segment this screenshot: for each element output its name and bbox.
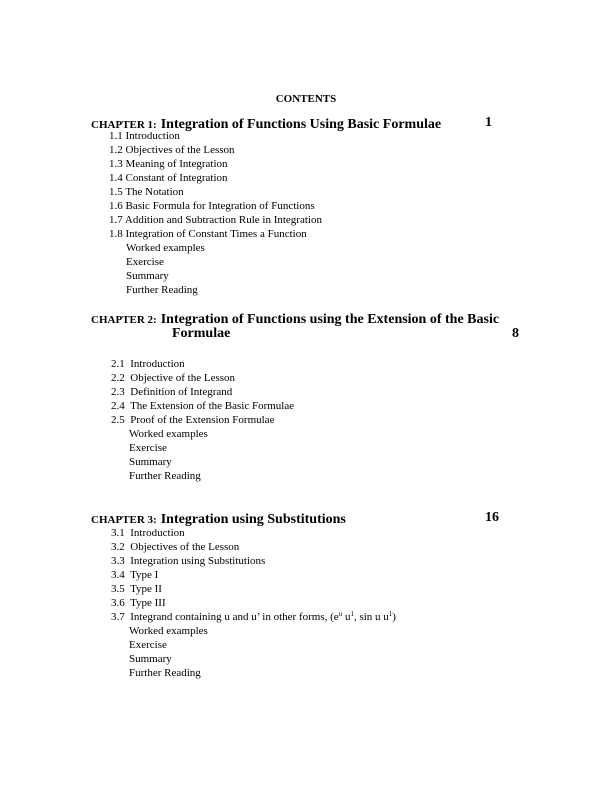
chapter-1-label: CHAPTER 1:: [91, 119, 157, 131]
chapter-2-title-line-1: Integration of Functions using the Extension of the Basic: [160, 312, 500, 327]
chapter-2-page-number: 8: [512, 326, 519, 341]
list-item: 1.6 Basic Formula for Integration of Functions: [109, 200, 315, 212]
list-item: Exercise: [129, 639, 167, 651]
list-item: Further Reading: [126, 284, 198, 296]
list-item: 1.7 Addition and Subtraction Rule in Integration: [109, 214, 322, 226]
chapter-2-title-line-2: Formulae: [172, 326, 231, 341]
chapter-3-label: CHAPTER 3:: [91, 514, 157, 526]
chapter-3-page-number: 16: [485, 510, 499, 525]
list-item: 2.4 The Extension of the Basic Formulae: [111, 400, 295, 412]
list-item: Further Reading: [129, 667, 201, 679]
list-item: Exercise: [129, 442, 167, 454]
list-item: 3.6 Type III: [111, 597, 166, 609]
list-item: 3.4 Type I: [111, 569, 159, 581]
chapter-2-heading: [91, 310, 499, 328]
chapter-3-extras: [129, 624, 208, 680]
chapter-1-extras: [126, 241, 205, 297]
chapter-1-title: Integration of Functions Using Basic Formulae: [160, 117, 442, 132]
chapter-2-label: CHAPTER 2:: [91, 314, 157, 326]
list-item: Worked examples: [129, 428, 208, 440]
list-item: Worked examples: [129, 625, 208, 637]
list-item: 3.7 Integrand containing u and u’ in other forms, ($e^u$ $u^1$, sin u $u^1$): [111, 610, 396, 623]
list-item: Worked examples: [126, 242, 205, 254]
list-item: 3.5 Type II: [111, 583, 162, 595]
list-item: Exercise: [126, 256, 164, 268]
list-item: 1.2 Objectives of the Lesson: [109, 144, 235, 156]
list-item: Summary: [129, 653, 172, 665]
list-item: 2.1 Introduction: [111, 358, 185, 370]
chapter-1-sections: [109, 129, 322, 241]
list-item: 1.8 Integration of Constant Times a Function: [109, 228, 307, 240]
chapter-2-sections: [111, 357, 294, 427]
list-item: 3.2 Objectives of the Lesson: [111, 541, 240, 553]
list-item: 3.3 Integration using Substitutions: [111, 555, 266, 567]
list-item: 2.5 Proof of the Extension Formulae: [111, 414, 275, 426]
list-item: 1.4 Constant of Integration: [109, 172, 228, 184]
list-item: Summary: [129, 456, 172, 468]
chapter-3-title: Integration using Substitutions: [160, 512, 346, 527]
chapter-1-page-number: 1: [485, 115, 492, 130]
page-title: CONTENTS: [275, 93, 337, 105]
list-item: Summary: [126, 270, 169, 282]
chapter-3-sections: [111, 526, 396, 624]
list-item: 2.3 Definition of Integrand: [111, 386, 233, 398]
list-item: 1.5 The Notation: [109, 186, 184, 198]
list-item: 1.3 Meaning of Integration: [109, 158, 228, 170]
list-item: Further Reading: [129, 470, 201, 482]
list-item: 1.1 Introduction: [109, 130, 180, 142]
list-item: 2.2 Objective of the Lesson: [111, 372, 236, 384]
chapter-2-extras: [129, 427, 208, 483]
list-item: 3.1 Introduction: [111, 527, 185, 539]
